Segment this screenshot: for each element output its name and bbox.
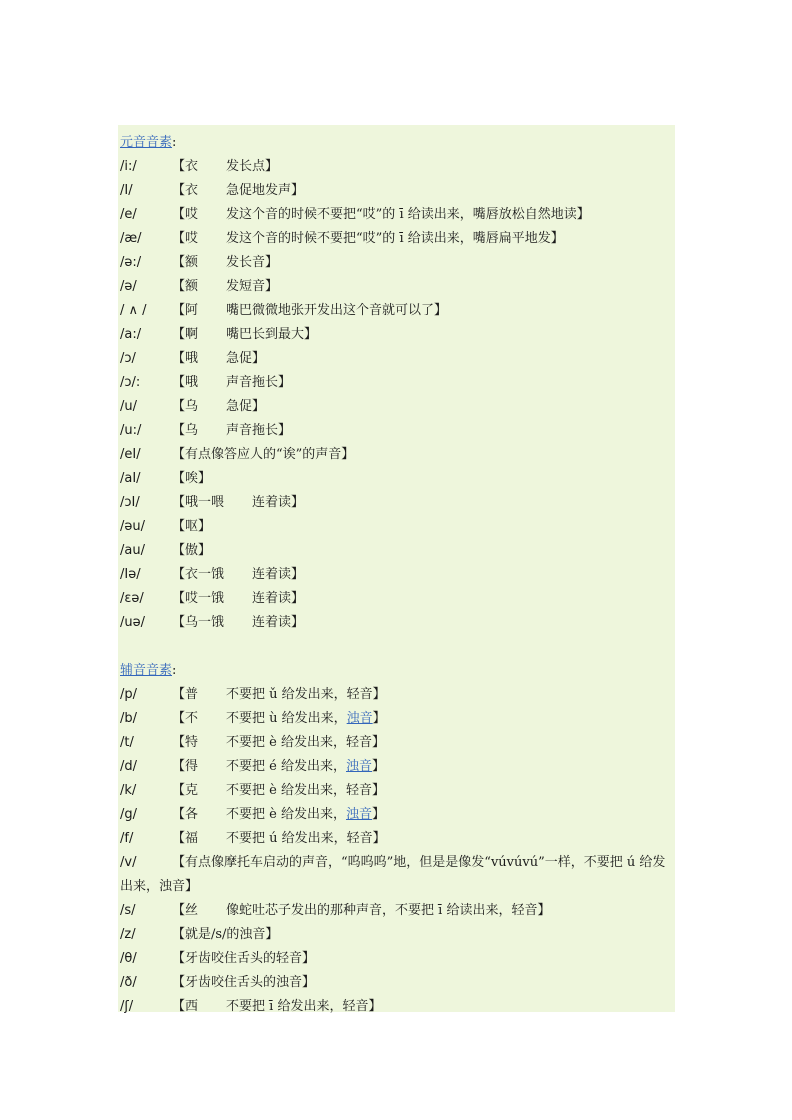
bracket-close: 】 (372, 711, 386, 726)
consonant-list (120, 683, 672, 1019)
vowels-heading-link[interactable]: 元音音素 (120, 135, 173, 150)
ipa-symbol: /eI/ (120, 447, 141, 462)
ipa-symbol: /e/ (120, 207, 137, 222)
voiced-link[interactable]: 浊音 (345, 759, 372, 774)
vowel-row (120, 371, 672, 395)
vowel-row (120, 203, 672, 227)
ipa-symbol: /f/ (120, 831, 134, 846)
ipa-symbol: /g/ (120, 807, 138, 822)
ipa-symbol: /ə/ (120, 279, 137, 294)
pronunciation-note: 连着读】 (252, 591, 305, 606)
ipa-symbol: /θ/ (120, 951, 137, 966)
vowel-row (120, 227, 672, 251)
consonant-row (120, 683, 672, 707)
sound-hint: 【哎 (172, 207, 199, 222)
consonants-heading-link[interactable]: 辅音音素 (120, 663, 173, 678)
sound-hint: 【傲】 (172, 543, 212, 558)
ipa-symbol: /ɔ/ (120, 351, 136, 366)
sound-hint: 【克 (172, 783, 199, 798)
sound-hint: 【唉】 (172, 471, 212, 486)
sound-hint: 【普 (172, 687, 199, 702)
sound-hint: 【就是/s/的浊音】 (172, 927, 279, 942)
vowel-row (120, 563, 672, 587)
pronunciation-note: 声音拖长】 (226, 375, 292, 390)
vowel-row (120, 611, 672, 635)
pronunciation-note: 发这个音的时候不要把“哎”的 ī 给读出来，嘴唇扁平地发】 (226, 231, 564, 246)
pronunciation-note: 发长点】 (226, 159, 279, 174)
ipa-symbol: /ə:/ (120, 255, 142, 270)
pronunciation-note: 不要把 ī 给发出来，轻音】 (226, 999, 382, 1014)
ipa-symbol: /s/ (120, 903, 136, 918)
pronunciation-note: 不要把 è 给发出来，轻音】 (226, 783, 385, 798)
vowel-row (120, 251, 672, 275)
consonant-row (120, 731, 672, 755)
voiced-link[interactable]: 浊音 (345, 807, 372, 822)
sound-hint: 【西 (172, 999, 199, 1014)
consonants-heading-line (120, 659, 672, 683)
ipa-symbol: /a:/ (120, 327, 142, 342)
sound-hint: 【有点像答应人的“诶”的声音】 (172, 447, 355, 462)
pronunciation-note: 连着读】 (252, 615, 305, 630)
ipa-symbol: /u:/ (120, 423, 142, 438)
vowel-row (120, 155, 672, 179)
sound-hint: 【牙齿咬住舌头的轻音】 (172, 951, 316, 966)
consonant-row-v (120, 851, 672, 899)
ipa-symbol: /d/ (120, 759, 138, 774)
document-content (120, 131, 672, 1019)
ipa-symbol: /ʃ/ (120, 999, 134, 1014)
sound-hint: 【哦一喂 (172, 495, 225, 510)
vowel-row (120, 539, 672, 563)
sound-hint: 【额 (172, 279, 199, 294)
pronunciation-note: 不要把 ù 给发出来， (226, 711, 347, 726)
vowel-row (120, 419, 672, 443)
vowel-row (120, 299, 672, 323)
sound-hint: 【牙齿咬住舌头的浊音】 (172, 975, 316, 990)
pronunciation-note: 发这个音的时候不要把“哎”的 ī 给读出来，嘴唇放松自然地读】 (226, 207, 590, 222)
vowel-row (120, 275, 672, 299)
sound-hint: 【各 (172, 807, 199, 822)
sound-hint: 【乌 (172, 423, 199, 438)
pronunciation-note: 不要把 é 给发出来， (226, 759, 346, 774)
bracket-close: 】 (372, 759, 386, 774)
sound-hint: 【啊 (172, 327, 199, 342)
pronunciation-note: 连着读】 (252, 567, 305, 582)
ipa-symbol: /t/ (120, 735, 134, 750)
pronunciation-note: 急促】 (226, 399, 266, 414)
consonant-row (120, 947, 672, 971)
ipa-symbol: /ɔI/ (120, 495, 140, 510)
pronunciation-note: 不要把 ú 给发出来，轻音】 (226, 831, 386, 846)
sound-hint: 【不 (172, 711, 199, 726)
sound-hint: 【哦 (172, 351, 199, 366)
ipa-symbol: /v/ (120, 855, 137, 870)
pronunciation-note: 不要把 è 给发出来，轻音】 (226, 735, 385, 750)
pronunciation-note: 声音拖长】 (226, 423, 292, 438)
sound-hint: 【哦 (172, 375, 199, 390)
sound-hint: 【呕】 (172, 519, 212, 534)
pronunciation-note: 发长音】 (226, 255, 279, 270)
voiced-link[interactable]: 浊音 (346, 711, 373, 726)
pronunciation-note: 连着读】 (252, 495, 305, 510)
ipa-symbol: /u/ (120, 399, 137, 414)
sound-hint: 【哎一饿 (172, 591, 225, 606)
consonant-row (120, 779, 672, 803)
ipa-symbol: /i:/ (120, 159, 137, 174)
vowel-row (120, 515, 672, 539)
pronunciation-note: 急促地发声】 (226, 183, 305, 198)
consonant-row (120, 899, 672, 923)
ipa-symbol: /uə/ (120, 615, 145, 630)
consonant-row (120, 971, 672, 995)
pronunciation-note: 【有点像摩托车启动的声音，“呜呜呜”地，但是是像发“vúvúvú”一样，不要把 ú 给发出来，浊音】 (120, 855, 666, 894)
consonant-row (120, 923, 672, 947)
ipa-symbol: /au/ (120, 543, 145, 558)
vowel-row (120, 395, 672, 419)
pronunciation-note: 不要把 è 给发出来， (226, 807, 346, 822)
sound-hint: 【乌一饿 (172, 615, 225, 630)
pronunciation-note: 像蛇吐芯子发出的那种声音，不要把 ī 给读出来，轻音】 (226, 903, 551, 918)
sound-hint: 【福 (172, 831, 199, 846)
ipa-symbol: /I/ (120, 183, 133, 198)
vowel-row (120, 587, 672, 611)
vowel-list (120, 155, 672, 635)
ipa-symbol: /z/ (120, 927, 136, 942)
consonant-row (120, 755, 672, 779)
vowel-row (120, 323, 672, 347)
ipa-symbol: /b/ (120, 711, 138, 726)
vowel-row (120, 467, 672, 491)
ipa-symbol: /aI/ (120, 471, 141, 486)
sound-hint: 【得 (172, 759, 199, 774)
consonant-row (120, 827, 672, 851)
consonant-row (120, 995, 672, 1019)
vowels-heading-colon: : (172, 135, 177, 150)
ipa-symbol: /ɛə/ (120, 591, 144, 606)
pronunciation-note: 不要把 ǔ 给发出来，轻音】 (226, 687, 386, 702)
vowel-row (120, 443, 672, 467)
ipa-symbol: /k/ (120, 783, 137, 798)
ipa-symbol: /ɔ/: (120, 375, 141, 390)
sound-hint: 【衣 (172, 183, 199, 198)
sound-hint: 【哎 (172, 231, 199, 246)
sound-hint: 【特 (172, 735, 199, 750)
ipa-symbol: /ð/ (120, 975, 137, 990)
consonant-row (120, 803, 672, 827)
consonants-heading-colon: : (172, 663, 177, 678)
pronunciation-note: 嘴巴长到最大】 (226, 327, 318, 342)
ipa-symbol: /p/ (120, 687, 138, 702)
sound-hint: 【阿 (172, 303, 199, 318)
section-spacer (120, 635, 672, 659)
pronunciation-note: 发短音】 (226, 279, 279, 294)
sound-hint: 【乌 (172, 399, 199, 414)
pronunciation-note: 嘴巴微微地张开发出这个音就可以了】 (226, 303, 448, 318)
ipa-symbol: / ∧ / (120, 303, 147, 318)
pronunciation-note: 急促】 (226, 351, 266, 366)
vowel-row (120, 179, 672, 203)
vowels-heading-line (120, 131, 672, 155)
sound-hint: 【额 (172, 255, 199, 270)
ipa-symbol: /æ/ (120, 231, 142, 246)
sound-hint: 【丝 (172, 903, 199, 918)
ipa-symbol: /əu/ (120, 519, 145, 534)
bracket-close: 】 (372, 807, 386, 822)
vowel-row (120, 491, 672, 515)
vowel-row (120, 347, 672, 371)
sound-hint: 【衣 (172, 159, 199, 174)
sound-hint: 【衣一饿 (172, 567, 225, 582)
ipa-symbol: /Iə/ (120, 567, 141, 582)
consonant-row (120, 707, 672, 731)
